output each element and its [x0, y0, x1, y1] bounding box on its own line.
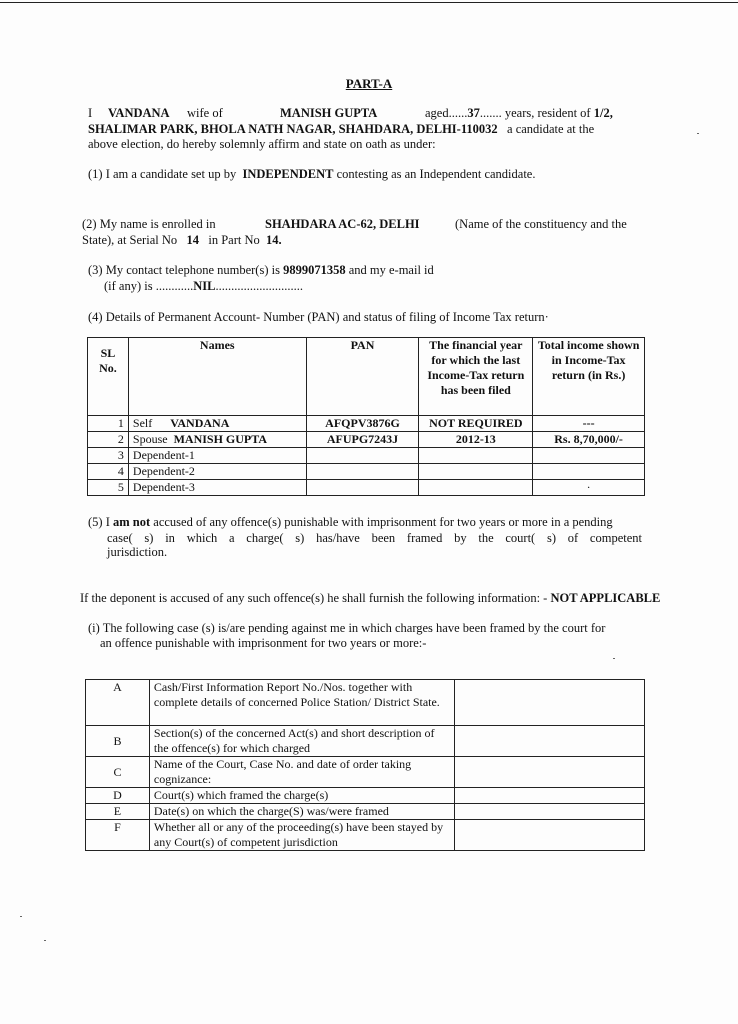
para-5-pre: (5) I	[88, 515, 110, 529]
pan-table	[87, 337, 645, 496]
row-relation: Dependent-2	[128, 464, 306, 480]
para-5-post: accused of any offence(s) punishable with imprisonment for two years or more in a pending	[153, 515, 613, 529]
deponent-text: If the deponent is accused of any such offence(s) he shall furnish the following information: -	[80, 591, 548, 605]
header-names: Names	[128, 338, 306, 416]
scan-speck	[697, 133, 699, 134]
row-sl: 1	[88, 416, 129, 432]
row-income	[533, 448, 645, 464]
case-key: A	[86, 680, 150, 726]
serial-label: State), at Serial No	[82, 233, 178, 247]
row-year: NOT REQUIRED	[419, 416, 533, 432]
phone-label: (3) My contact telephone number(s) is	[88, 263, 280, 277]
row-year	[419, 480, 533, 496]
case-value	[455, 820, 645, 851]
not-applicable: NOT APPLICABLE	[550, 591, 661, 605]
row-name: MANISH GUPTA	[173, 432, 268, 446]
row-income	[533, 464, 645, 480]
row-sl: 4	[88, 464, 129, 480]
phone-number: 9899071358	[283, 263, 346, 277]
case-description: Date(s) on which the charge(S) was/were framed	[149, 804, 454, 820]
case-key: C	[86, 757, 150, 788]
row-year	[419, 464, 533, 480]
deponent-line	[80, 591, 660, 606]
table-row	[86, 788, 645, 804]
case-description: Whether all or any of the proceeding(s) have been stayed by any Court(s) of competent jurisdiction	[149, 820, 454, 851]
address-part-1: 1/2,	[593, 106, 613, 120]
row-relation: Dependent-1	[128, 448, 306, 464]
row-name-cell	[128, 432, 306, 448]
table-row	[86, 804, 645, 820]
para-2-post: (Name of the constituency and the	[455, 217, 627, 231]
row-relation: Dependent-3	[128, 480, 306, 496]
email-post: ............................	[215, 279, 303, 293]
table-row	[88, 432, 645, 448]
intro-line-2	[88, 122, 594, 137]
table-row	[88, 416, 645, 432]
row-income: ·	[533, 480, 645, 496]
row-name: VANDANA	[170, 416, 230, 430]
husband-name: MANISH GUPTA	[280, 106, 378, 120]
case-value	[455, 804, 645, 820]
row-sl: 5	[88, 480, 129, 496]
row-pan	[306, 448, 419, 464]
row-pan: AFUPG7243J	[306, 432, 419, 448]
row-name-cell	[128, 416, 306, 432]
email-label: and my e-mail id	[348, 263, 434, 277]
age-line	[425, 106, 613, 121]
row-income: ---	[533, 416, 645, 432]
row-pan: AFQPV3876G	[306, 416, 419, 432]
row-pan	[306, 480, 419, 496]
candidate-text: a candidate at the	[507, 122, 595, 136]
case-description: Name of the Court, Case No. and date of order taking cognizance:	[149, 757, 454, 788]
para-2-line-2	[82, 233, 282, 248]
row-year: 2012-13	[419, 432, 533, 448]
para-1	[88, 167, 535, 182]
case-key: F	[86, 820, 150, 851]
deponent-name: VANDANA	[108, 106, 170, 120]
serial-no: 14	[186, 233, 199, 247]
scan-speck	[44, 940, 46, 941]
header-sl: SL No.	[88, 338, 129, 416]
case-key: E	[86, 804, 150, 820]
table-row	[88, 448, 645, 464]
header-financial-year: The financial year for which the last Income-Tax return has been filed	[419, 338, 533, 416]
para-3-line-1	[88, 263, 434, 278]
table-row	[86, 726, 645, 757]
case-key: B	[86, 726, 150, 757]
party-name: INDEPENDENT	[242, 167, 334, 181]
case-details-table	[85, 679, 645, 851]
address-part-2: SHALIMAR PARK, BHOLA NATH NAGAR, SHAHDARA, DELHI-110032	[88, 122, 498, 136]
wife-of-label: wife of	[187, 106, 223, 120]
para-2-pre: (2) My name is enrolled in	[82, 217, 216, 231]
constituency: SHAHDARA AC-62, DELHI	[265, 217, 420, 231]
para-5-line-3: jurisdiction.	[107, 545, 168, 559]
para-4: (4) Details of Permanent Account- Number (PAN) and status of filing of Income Tax return·	[88, 310, 549, 324]
para-i-line-1: (i) The following case (s) is/are pending against me in which charges have been framed by the court for	[88, 621, 606, 635]
table-row	[86, 757, 645, 788]
part-no: 14.	[266, 233, 282, 247]
row-pan	[306, 464, 419, 480]
email-value: NIL	[193, 279, 216, 293]
header-total-income: Total income shown in Income-Tax return (in Rs.)	[533, 338, 645, 416]
pan-table-header	[88, 338, 645, 416]
table-row	[86, 820, 645, 851]
case-value	[455, 788, 645, 804]
case-value	[455, 726, 645, 757]
para-i-line-2: an offence punishable with imprisonment for two years or more:-	[100, 636, 427, 650]
aged-pre: aged......	[425, 106, 468, 120]
row-relation: Spouse	[132, 432, 168, 446]
intro-i: I	[88, 106, 93, 120]
table-row	[88, 464, 645, 480]
row-income: Rs. 8,70,000/-	[533, 432, 645, 448]
case-description: Section(s) of the concerned Act(s) and short description of the offence(s) for which charged	[149, 726, 454, 757]
intro-line-3: above election, do hereby solemnly affirm and state on oath as under:	[88, 137, 436, 151]
table-row	[88, 480, 645, 496]
not-accused: am not	[113, 515, 151, 529]
age-value: 37	[467, 106, 480, 120]
case-description: Cash/First Information Report No./Nos. together with complete details of concerned Police Station/ District State.	[149, 680, 454, 726]
para-1-pre: (1) I am a candidate set up by	[88, 167, 237, 181]
para-5-line-2: case( s) in which a charge( s) has/have been framed by the court( s) of competent	[107, 531, 642, 545]
part-label: in Part No	[208, 233, 260, 247]
intro-line-1	[88, 106, 92, 121]
row-sl: 2	[88, 432, 129, 448]
row-sl: 3	[88, 448, 129, 464]
para-3-line-2	[104, 279, 303, 294]
case-key: D	[86, 788, 150, 804]
scan-speck	[613, 658, 615, 659]
row-year	[419, 448, 533, 464]
case-description: Court(s) which framed the charge(s)	[149, 788, 454, 804]
case-value	[455, 757, 645, 788]
table-row	[86, 680, 645, 726]
para-1-post: contesting as an Independent candidate.	[336, 167, 536, 181]
para-5-line-1	[88, 515, 613, 530]
case-value	[455, 680, 645, 726]
scan-border-line	[0, 2, 738, 3]
scan-speck	[20, 916, 22, 917]
page-title: PART-A	[345, 76, 393, 91]
aged-post: ....... years, resident of	[479, 106, 591, 120]
email-pre: (if any) is ............	[104, 279, 194, 293]
header-pan: PAN	[306, 338, 419, 416]
row-relation: Self	[132, 416, 153, 430]
